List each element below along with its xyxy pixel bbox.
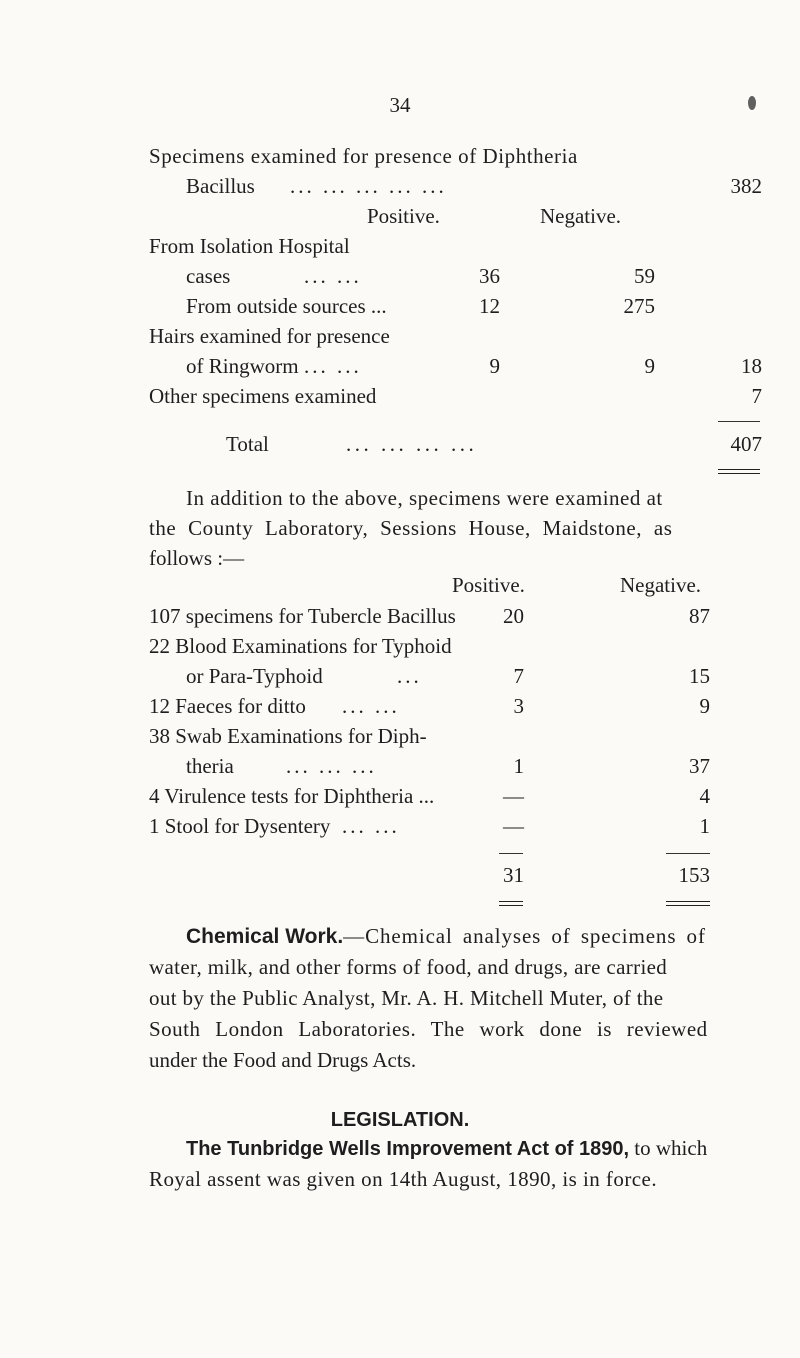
chemical-line4: South London Laboratories. The work done is reviewed — [149, 1017, 708, 1041]
section1-heading-line2: Bacillus — [186, 174, 255, 198]
section2-row3-negative: 9 — [699, 694, 710, 718]
section2-positive-double-rule-bottom — [499, 905, 523, 906]
section1-row3-negative: 9 — [644, 354, 655, 378]
section2-row3-dots: ... ... — [342, 694, 400, 718]
legislation-line2: Royal assent was given on 14th August, 1890, is in force. — [149, 1167, 658, 1191]
chemical-line1-rest: —Chemical analyses of specimens of — [343, 924, 706, 948]
section2-row2-negative: 15 — [689, 664, 710, 688]
section2-row6-positive: — — [503, 814, 524, 838]
section2-row6-line1: 1 Stool for Dysentery — [149, 814, 331, 838]
section1-row4-line1: Other specimens examined — [149, 384, 377, 408]
section2-positive-rule — [499, 853, 523, 854]
section2-col-negative: Negative. — [620, 573, 702, 597]
section2-row2-positive: 7 — [513, 664, 524, 688]
section2-row6-dots: ... ... — [342, 814, 400, 838]
total-double-rule-bottom — [718, 473, 760, 474]
section1-row4-total: 7 — [751, 384, 762, 408]
section1-row3-line2: of Ringworm — [186, 354, 299, 378]
section1-col-positive: Positive. — [367, 204, 440, 228]
section1-col-negative: Negative. — [540, 204, 622, 228]
section1-row3-positive: 9 — [489, 354, 500, 378]
section1-row3-dots: ... ... — [304, 354, 362, 378]
section2-row6-negative: 1 — [699, 814, 710, 838]
section1-row1-line2: cases — [186, 264, 231, 288]
page-number: 34 — [389, 93, 411, 117]
section1-total-label: Total — [226, 432, 269, 456]
section2-row2-line2: or Para-Typhoid — [186, 664, 323, 688]
section1-row1-dots: ... ... — [304, 264, 362, 288]
section2-row2-line1: 22 Blood Examinations for Typhoid — [149, 634, 452, 658]
section2-row1-positive: 20 — [503, 604, 524, 628]
section2-negative-double-rule-top — [666, 901, 710, 902]
section2-row4-line1: 38 Swab Examinations for Diph- — [149, 724, 427, 748]
section2-row1-line1: 107 specimens for Tubercle Bacillus — [149, 604, 456, 628]
section2-row4-negative: 37 — [689, 754, 710, 778]
section2-positive-double-rule-top — [499, 901, 523, 902]
section1-row2-line1: From outside sources ... — [186, 294, 387, 318]
section2-row3-positive: 3 — [513, 694, 524, 718]
ink-blot-mark — [748, 96, 756, 110]
section2-row4-line2: theria — [186, 754, 234, 778]
section1-heading-dots: ... ... ... ... ... — [290, 174, 447, 198]
chemical-line1 — [186, 923, 706, 950]
section2-row4-dots: ... ... ... — [286, 754, 377, 778]
section2-row4-positive: 1 — [513, 754, 524, 778]
legislation-act-name: The Tunbridge Wells Improvement Act of 1890, — [186, 1138, 630, 1160]
section1-heading-line1: Specimens examined for presence of Diphtheria — [149, 144, 578, 168]
section2-total-negative: 153 — [678, 863, 710, 887]
section1-heading-total: 382 — [730, 174, 762, 198]
paragraph1-line3: follows :— — [149, 546, 245, 570]
chemical-line3: out by the Public Analyst, Mr. A. H. Mitchell Muter, of the — [149, 986, 664, 1010]
section2-negative-double-rule-bottom — [666, 905, 710, 906]
paragraph1-line1: In addition to the above, specimens were examined at — [186, 486, 663, 510]
section2-row3-line1: 12 Faeces for ditto — [149, 694, 306, 718]
section2-negative-rule — [666, 853, 710, 854]
legislation-heading: LEGISLATION. — [330, 1109, 470, 1131]
total-double-rule-top — [718, 469, 760, 470]
section1-row1-positive: 36 — [479, 264, 500, 288]
section1-row2-negative: 275 — [623, 294, 655, 318]
chemical-line2: water, milk, and other forms of food, and drugs, are carried — [149, 955, 668, 979]
section2-row5-line1: 4 Virulence tests for Diphtheria ... — [149, 784, 435, 808]
section1-row3-total: 18 — [741, 354, 762, 378]
section2-col-positive: Positive. — [452, 573, 525, 597]
section2-total-positive: 31 — [503, 863, 524, 887]
section1-total-dots: ... ... ... ... — [346, 432, 478, 456]
section2-row1-negative: 87 — [689, 604, 710, 628]
legislation-line1-rest: to which — [629, 1136, 708, 1160]
section2-row5-negative: 4 — [699, 784, 710, 808]
section1-row1-negative: 59 — [634, 264, 655, 288]
section1-row2-positive: 12 — [479, 294, 500, 318]
legislation-line1 — [186, 1135, 707, 1162]
section1-row1-line1: From Isolation Hospital — [149, 234, 350, 258]
subtotal-rule — [718, 421, 760, 422]
section2-row5-positive: — — [503, 784, 524, 808]
section1-total-value: 407 — [730, 432, 762, 456]
section1-row3-line1: Hairs examined for presence — [149, 324, 390, 348]
chemical-heading: Chemical Work. — [186, 925, 344, 948]
paragraph1-line2: the County Laboratory, Sessions House, Maidstone, as — [149, 516, 673, 540]
section2-row2-dots: ... — [397, 664, 422, 688]
chemical-line5: under the Food and Drugs Acts. — [149, 1048, 417, 1072]
